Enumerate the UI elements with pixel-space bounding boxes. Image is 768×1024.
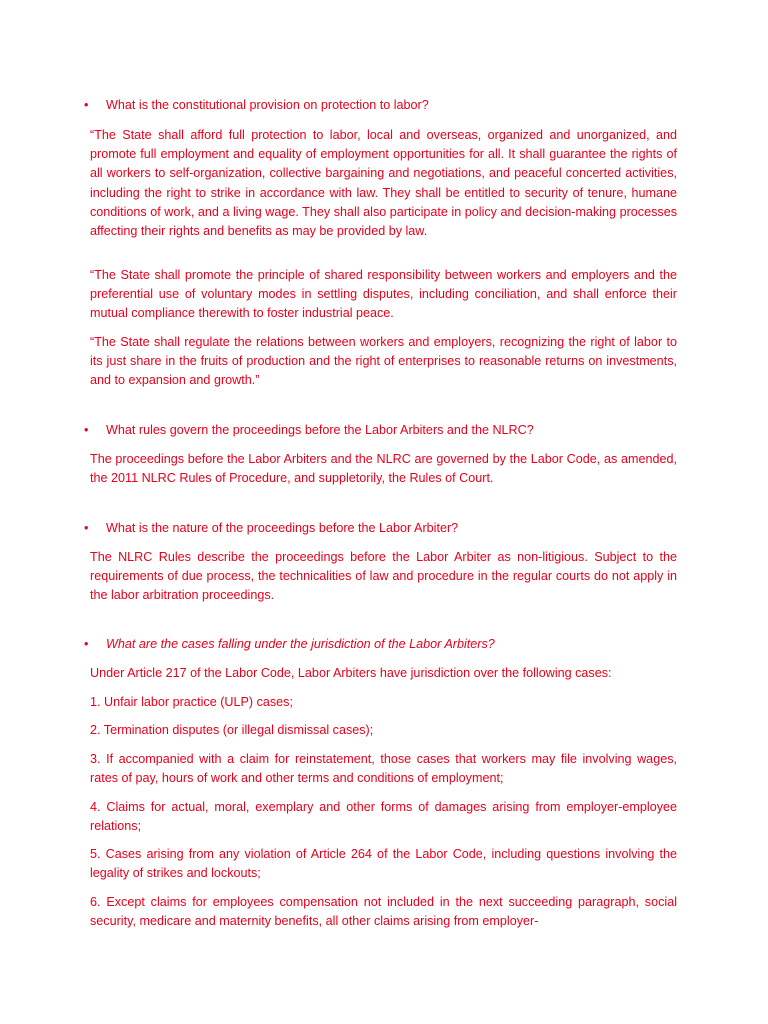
- answer-paragraph: The NLRC Rules describe the proceedings before the Labor Arbiter as non-litigious. Subject to the requirements of due process, the technicalities of law and procedure in the regular courts do not apply in the labor arbitration proceedings.: [90, 550, 677, 603]
- list-item: 2. Termination disputes (or illegal dismissal cases);: [90, 723, 374, 737]
- bullet: •: [84, 423, 89, 437]
- question-jurisdiction-cases: [84, 635, 684, 653]
- question-nature-of-proceedings: [84, 519, 684, 537]
- question-text: What is the nature of the proceedings before the Labor Arbiter?: [106, 521, 459, 535]
- answer-paragraph: “The State shall afford full protection to labor, local and overseas, organized and unorganized, and promote full employment and equality of employment opportunities for all. It shall guarantee the rights of all workers to self-organization, collective bargaining and negotiations, and peaceful concerted activities, including the right to strike in accordance with law. They shall be entitled to security of tenure, humane conditions of work, and a living wage. They shall also participate in policy and decision-making processes affecting their rights and benefits as may be provided by law.: [90, 128, 677, 239]
- question-constitutional-provision: [84, 96, 684, 114]
- intro-paragraph: Under Article 217 of the Labor Code, Labor Arbiters have jurisdiction over the following cases:: [90, 666, 612, 680]
- question-text: What is the constitutional provision on protection to labor?: [106, 98, 429, 112]
- list-item: 4. Claims for actual, moral, exemplary and other forms of damages arising from employer-employee relations;: [90, 800, 677, 834]
- answer-paragraph: “The State shall promote the principle of shared responsibility between workers and employers and the preferential use of voluntary modes in settling disputes, including conciliation, and shall enforce their mutual compliance therewith to foster industrial peace.: [90, 268, 677, 321]
- list-item: 3. If accompanied with a claim for reinstatement, those cases that workers may file involving wages, rates of pay, hours of work and other terms and conditions of employment;: [90, 752, 677, 786]
- list-item: 1. Unfair labor practice (ULP) cases;: [90, 695, 293, 709]
- list-item: 6. Except claims for employees compensation not included in the next succeeding paragraph, social security, medicare and maternity benefits, all other claims arising from employer-: [90, 895, 677, 929]
- bullet: •: [84, 98, 89, 112]
- question-text: What are the cases falling under the jurisdiction of the Labor Arbiters?: [106, 637, 495, 651]
- question-rules-govern: [84, 421, 684, 439]
- bullet: •: [84, 521, 89, 535]
- answer-paragraph: The proceedings before the Labor Arbiters and the NLRC are governed by the Labor Code, as amended, the 2011 NLRC Rules of Procedure, and suppletorily, the Rules of Court.: [90, 452, 677, 486]
- list-item: 5. Cases arising from any violation of Article 264 of the Labor Code, including questions involving the legality of strikes and lockouts;: [90, 847, 677, 881]
- answer-paragraph: “The State shall regulate the relations between workers and employers, recognizing the right of labor to its just share in the fruits of production and the right of enterprises to reasonable returns on investments, and to expansion and growth.”: [90, 335, 677, 388]
- question-text: What rules govern the proceedings before the Labor Arbiters and the NLRC?: [106, 423, 534, 437]
- bullet: •: [84, 637, 89, 651]
